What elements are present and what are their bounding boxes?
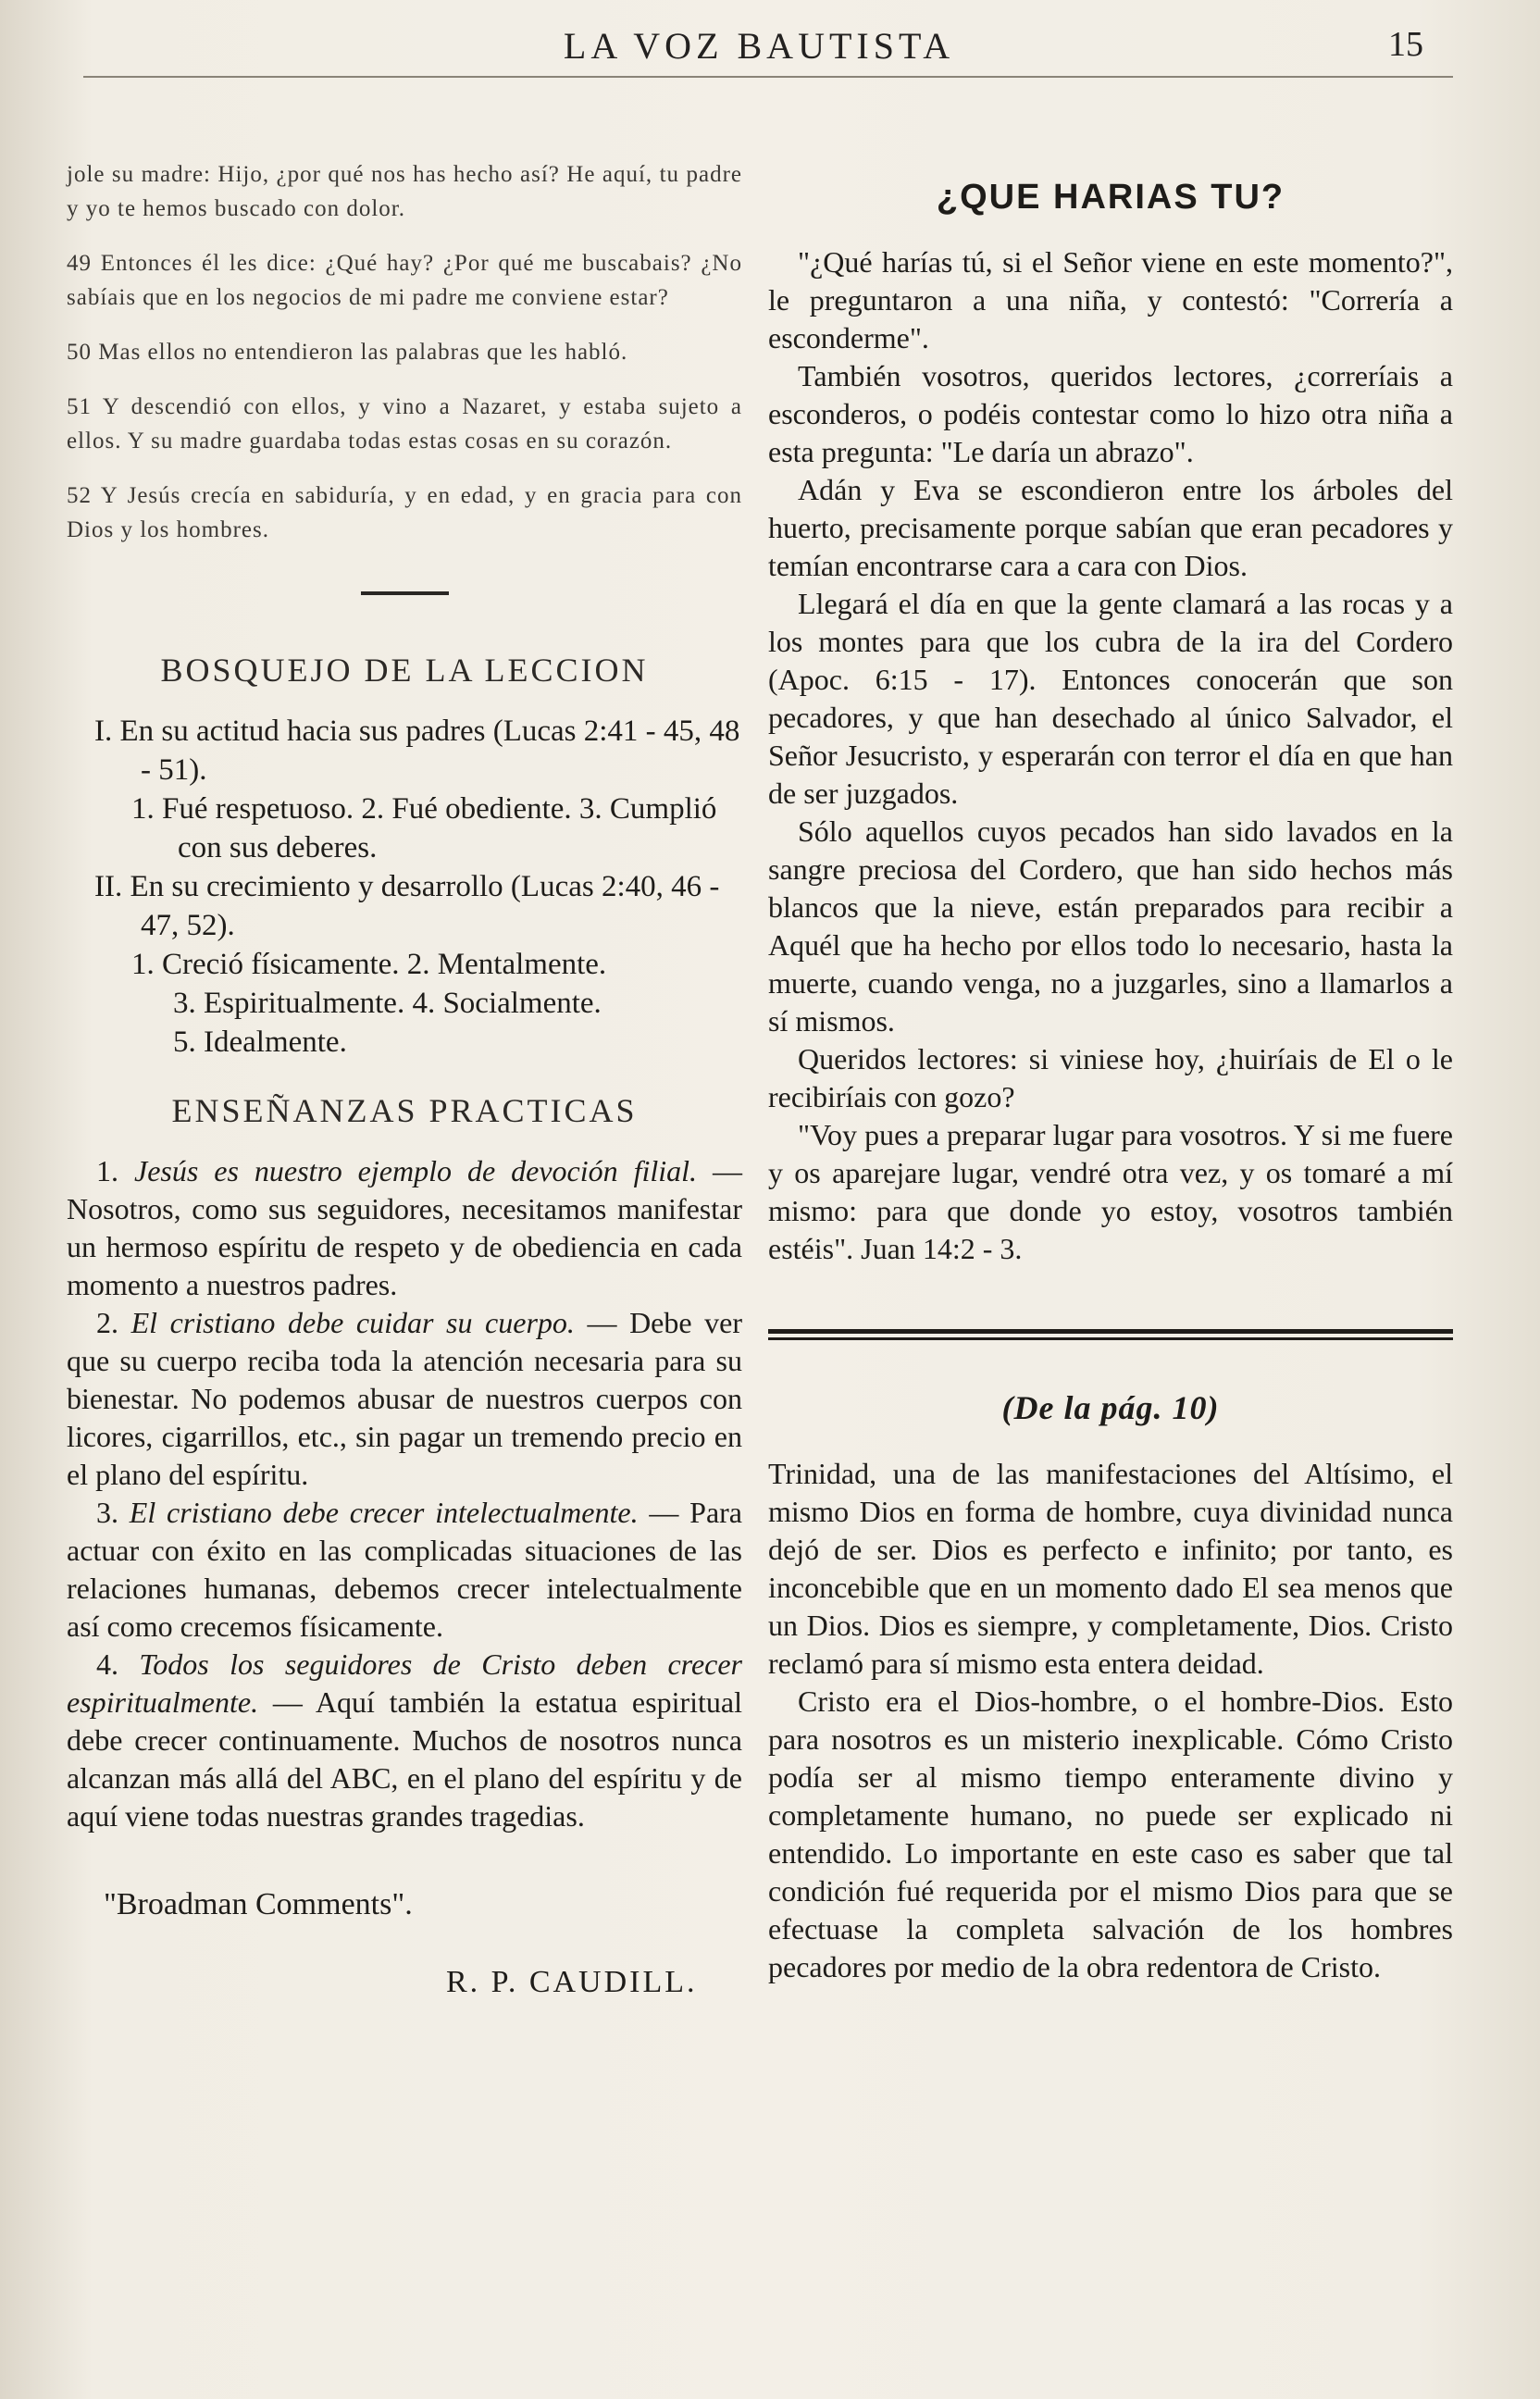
article-paragraph: Adán y Eva se escondieron entre los árboles del huerto, precisamente porque sabían que eran pecadores y temían encontrarse cara a cara con Dios.	[768, 473, 1453, 582]
outline-item: I. En su actitud hacia sus padres (Lucas 2:41 - 45, 48 - 51).	[94, 715, 740, 787]
teaching-body: — Nosotros, como sus seguidores, necesitamos manifestar un hermoso espíritu de respeto y de obediencia en cada momento a nuestros padres.	[67, 1154, 743, 1301]
teaching-paragraph: 2. El cristiano debe cuidar su cuerpo. — Debe ver que su cuerpo reciba toda la atención necesaria para su bienestar. No podemos abusar de nuestros cuerpos con licores, cigarrillos, etc., sin pagar un tremendo precio en el plano del espíritu.	[67, 1306, 743, 1491]
verse: 49 Entonces él les dice: ¿Qué hay? ¿Por qué me buscabais? ¿No sabíais que en los negocios de mi padre me conviene estar?	[67, 251, 742, 310]
continuation-paragraph: Trinidad, una de las manifestaciones del Altísimo, el mismo Dios en forma de hombre, cuya divinidad nunca dejó de ser. Dios es perfecto e infinito; por tanto, es inconcebible que en un momento dado El sea menos que un Dios. Dios es siempre, y completamente, Dios. Cristo reclamó para sí mismo esta entera deidad.	[768, 1457, 1453, 1680]
teaching-body: — Aquí también la estatua espiritual debe crecer continuamente. Muchos de nosotros nunca alcanzan más allá del ABC, en el plano del espíritu y de aquí viene todas nuestras grandes tragedias.	[67, 1685, 742, 1833]
practical-teachings	[67, 1152, 742, 1835]
page-number: 15	[1388, 25, 1423, 64]
article-paragraph: Llegará el día en que la gente clamará a las rocas y a los montes para que los cubra de la ira del Cordero (Apoc. 6:15 - 17). Entonces conocerán que son pecadores, y que han desechado al único Salvador, el Señor Jesucristo, y esperarán con terror el día en que han de ser juzgados.	[768, 587, 1453, 810]
teaching-heading: El cristiano debe crecer intelectualmente.	[129, 1496, 639, 1529]
double-rule-divider	[768, 1329, 1453, 1342]
verse: 52 Y Jesús crecía en sabiduría, y en edad, y en gracia para con Dios y los hombres.	[67, 483, 742, 542]
source-citation: "Broadman Comments".	[104, 1887, 413, 1921]
right-column	[768, 157, 1453, 1986]
outline-subitem: 5. Idealmente.	[173, 1025, 347, 1059]
outline-title: BOSQUEJO DE LA LECCION	[160, 652, 649, 689]
verse: 50 Mas ellos no entendieron las palabras que les habló.	[67, 340, 628, 365]
lesson-outline	[67, 712, 742, 1062]
page-header	[0, 17, 1540, 81]
teaching-heading: Jesús es nuestro ejemplo de devoción filial.	[133, 1154, 698, 1187]
left-column	[67, 157, 742, 2000]
outline-subitem: 1. Creció físicamente. 2. Mentalmente.	[131, 948, 607, 981]
teaching-paragraph: 4. Todos los seguidores de Cristo deben crecer espiritualmente. — Aquí también la estatua espiritual debe crecer continuamente. Muchos de nosotros nunca alcanzan más allá del ABC, en el plano del espíritu y de aquí viene todas nuestras grandes tragedias.	[67, 1647, 743, 1833]
section-divider	[361, 591, 449, 595]
teaching-paragraph: 1. Jesús es nuestro ejemplo de devoción filial. — Nosotros, como sus seguidores, necesitamos manifestar un hermoso espíritu de respeto y de obediencia en cada momento a nuestros padres.	[67, 1154, 743, 1301]
outline-subitem: 1. Fué respetuoso. 2. Fué obediente. 3. Cumplió con sus deberes.	[131, 792, 717, 864]
teaching-heading: Todos los seguidores de Cristo deben crecer espiritualmente.	[67, 1647, 743, 1719]
article-title: ¿QUE HARIAS TU?	[936, 178, 1285, 217]
verse: 51 Y descendió con ellos, y vino a Nazaret, y estaba sujeto a ellos. Y su madre guardaba todas estas cosas en su corazón.	[67, 394, 742, 454]
outline-subitem: 3. Espiritualmente. 4. Socialmente.	[173, 987, 602, 1020]
teaching-heading: El cristiano debe cuidar su cuerpo.	[130, 1306, 575, 1339]
teaching-paragraph: 3. El cristiano debe crecer intelectualmente. — Para actuar con éxito en las complicadas situaciones de las relaciones humanas, debemos crecer intelectualmente así como crecemos físicamente.	[67, 1496, 743, 1643]
article-paragraph: Sólo aquellos cuyos pecados han sido lavados en la sangre preciosa del Cordero, que han sido hechos más blancos que la nieve, están preparados para recibir a Aquél que ha hecho por ellos todo lo necesario, hasta la muerte, cuando venga, no a juzgarles, sino a llamarlos a sí mismos.	[768, 814, 1453, 1038]
continuation-body	[768, 1455, 1453, 1986]
article-paragraph: También vosotros, queridos lectores, ¿correríais a esconderos, o podéis contestar como lo hizo otra niña a esta pregunta: "Le daría un abrazo".	[768, 359, 1453, 468]
header-rule	[83, 76, 1453, 78]
continuation-paragraph: Cristo era el Dios-hombre, o el hombre-Dios. Esto para nosotros es un misterio inexplicable. Cómo Cristo podía ser al mismo tiempo enteramente divino y completamente humano, no puede ser explicado ni entendido. Lo importante en este caso es saber que tal condición fué requerida por el mismo Dios para que se efectuase la completa salvación de los hombres pecadores por medio de la obra redentora de Cristo.	[768, 1684, 1453, 1983]
article-body	[768, 243, 1453, 1268]
article-paragraph: "Voy pues a preparar lugar para vosotros. Y si me fuere y os aparejare lugar, vendré otra vez, y os tomaré a mí mismo: para que donde yo estoy, vosotros también estéis". Juan 14:2 - 3.	[768, 1118, 1453, 1265]
article-paragraph: Queridos lectores: si viniese hoy, ¿huiríais de El o le recibiríais con gozo?	[768, 1042, 1453, 1113]
teaching-body: — Para actuar con éxito en las complicadas situaciones de las relaciones humanas, debemos crecer intelectualmente así como crecemos físicamente.	[67, 1496, 743, 1643]
teaching-body: — Debe ver que su cuerpo reciba toda la atención necesaria para su bienestar. No podemos abusar de nuestros cuerpos con licores, cigarrillos, etc., sin pagar un tremendo precio en el plano del espíritu.	[67, 1306, 743, 1491]
teachings-title: ENSEÑANZAS PRACTICAS	[171, 1092, 638, 1129]
outline-item: II. En su crecimiento y desarrollo (Lucas 2:40, 46 - 47, 52).	[94, 870, 720, 942]
publication-title: LA VOZ BAUTISTA	[563, 25, 955, 67]
verse: jole su madre: Hijo, ¿por qué nos has hecho así? He aquí, tu padre y yo te hemos buscado con dolor.	[67, 162, 742, 221]
continuation-title: (De la pág. 10)	[1001, 1389, 1220, 1426]
scripture-verses	[67, 157, 742, 547]
article-paragraph: "¿Qué harías tú, si el Señor viene en este momento?", le preguntaron a una niña, y contestó: "Correría a esconderme".	[768, 245, 1453, 354]
author-signature: R. P. CAUDILL.	[446, 1965, 698, 1999]
